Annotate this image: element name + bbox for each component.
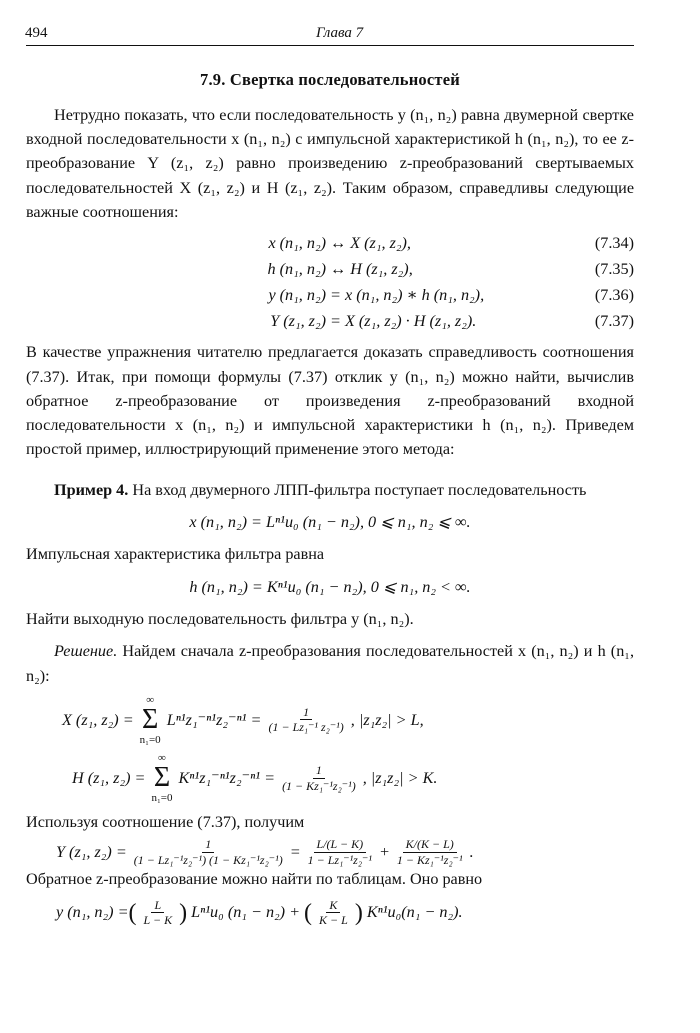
- fraction-denominator: 1 − Lz₁⁻¹z₂⁻¹: [307, 852, 372, 867]
- eq-rhs: ↔ H (z₁, z₂),: [330, 260, 413, 279]
- impulse-text: Импульсная характеристика фильтра равна: [26, 545, 325, 564]
- x-term: Lⁿ¹z₁⁻ⁿ¹z₂⁻ⁿ¹ =: [166, 710, 262, 729]
- page: [26, 18, 634, 931]
- equation-7-36: [26, 282, 634, 308]
- fraction-numerator: L: [151, 898, 164, 913]
- eq-lhs: y (n₁, n₂): [268, 286, 326, 305]
- h-transform-equation: [72, 752, 634, 804]
- eq-tag: (7.35): [594, 260, 634, 279]
- y-fraction-3: [394, 837, 466, 867]
- sum-sigma: [140, 694, 161, 746]
- section-title: 7.9. Свертка последовательностей: [200, 70, 460, 89]
- fraction-numerator: K: [326, 898, 340, 913]
- h-condition: , |z₁z₂| > K.: [362, 768, 438, 787]
- h-term: Kⁿ¹z₁⁻ⁿ¹z₂⁻ⁿ¹ =: [178, 768, 276, 787]
- eq-lhs: h (n₁, n₂): [267, 260, 326, 279]
- eq-lhs: Y (z₁, z₂): [270, 312, 326, 331]
- sum-lower: n₁=0: [151, 792, 173, 805]
- eq-tag: (7.36): [594, 286, 634, 305]
- sum-lower: n₁=0: [139, 733, 161, 746]
- example-label: Пример 4.: [54, 480, 129, 499]
- page-header: [26, 18, 634, 44]
- h-fraction: [279, 763, 359, 793]
- fraction-denominator: K − L: [319, 913, 348, 928]
- period: .: [469, 843, 474, 862]
- y-sequence-equation: [56, 895, 634, 931]
- equations-block: [26, 230, 634, 334]
- y-transform-equation: [56, 837, 634, 867]
- fraction-denominator: L − K: [143, 913, 173, 928]
- fraction-numerator: 1: [202, 837, 214, 852]
- fraction-numerator: 1: [313, 763, 325, 778]
- sum-upper: ∞: [146, 693, 155, 706]
- y-term-1: Lⁿ¹u₀ (n₁ − n₂) +: [191, 903, 301, 922]
- plus-sign: +: [378, 843, 390, 862]
- solution-label: Решение.: [54, 642, 118, 661]
- y-fraction-1: [131, 837, 286, 867]
- left-paren: (: [304, 899, 313, 926]
- sum-sigma: [151, 752, 172, 804]
- h-lhs: H (z₁, z₂) =: [72, 768, 146, 787]
- x-lhs: X (z₁, z₂) =: [62, 710, 134, 729]
- paragraph-2: В качестве упражнения читателю предлагается доказать справедливость соотношения (7.37). Итак, при помощи формулы (7.37) отклик y (n₁, n₂) можно найти, вычислив обратное z-преобразование от произведения z-преобразований входной последовательности x (n₁, n₂) и импульсной характеристики h (n₁, n₂). Приведем простой пример, иллюстрирующий применение этого метода:: [26, 343, 634, 459]
- page-number: 494: [25, 25, 48, 41]
- coef-2-fraction: [316, 898, 351, 928]
- fraction-denominator: (1 − Lz₁⁻¹z₂⁻¹) (1 − Kz₁⁻¹z₂⁻¹): [133, 852, 283, 867]
- eq-tag: (7.37): [594, 312, 634, 331]
- fraction-numerator: L/(L − K): [314, 837, 367, 852]
- header-rule: [26, 45, 634, 46]
- equation-7-35: [26, 256, 634, 282]
- left-paren: (: [128, 899, 137, 926]
- example-text: На вход двумерного ЛПП-фильтра поступает последовательность: [128, 480, 587, 499]
- coef-1-fraction: [141, 898, 176, 928]
- paragraph-1: Нетрудно показать, что если последовательность y (n₁, n₂) равна двумерной свертке входной последовательности x (n₁, n₂) с импульсной характеристикой h (n₁, n₂), то ее z-преобразование Y (z₁, z₂) равно произведению z-преобразований свертываемых последовательностей X (z₁, z₂) и H (z₁, z₂). Таким образом, справедливы следующие важные соотношения:: [26, 105, 634, 221]
- inverse-text: Обратное z-преобразование можно найти по таблицам. Оно равно: [26, 870, 483, 889]
- eq-rhs: = x (n₁, n₂) ∗ h (n₁, n₂),: [330, 286, 485, 305]
- eq-tag: (7.34): [594, 234, 634, 253]
- eq-rhs: = X (z₁, z₂) · H (z₁, z₂).: [330, 312, 477, 331]
- solution-text: Найдем сначала z-преобразования последовательностей x (n₁, n₂) и h (n₁, n₂):: [26, 642, 634, 685]
- impulse-equation: h (n₁, n₂) = Kⁿ¹u₀ (n₁ − n₂), 0 ⩽ n₁, n₂ < ∞.: [189, 577, 471, 596]
- eq-rhs: ↔ X (z₁, z₂),: [330, 234, 411, 253]
- input-equation: x (n₁, n₂) = Lⁿ¹u₀ (n₁ − n₂), 0 ⩽ n₁, n₂ ⩽ ∞.: [189, 513, 471, 532]
- sigma-icon: Σ: [142, 703, 159, 735]
- chapter-title: Глава 7: [316, 25, 364, 41]
- equation-7-34: [26, 230, 634, 256]
- y-term-2: Kⁿ¹u₀(n₁ − n₂).: [366, 903, 463, 922]
- x-transform-equation: [62, 694, 634, 746]
- example-paragraph: [26, 478, 634, 502]
- right-paren: ): [179, 899, 188, 926]
- y-seq-lhs: y (n₁, n₂) =: [56, 903, 129, 922]
- fraction-denominator: 1 − Kz₁⁻¹z₂⁻¹: [396, 852, 463, 867]
- y-fraction-2: [305, 837, 375, 867]
- equals-sign: =: [289, 843, 301, 862]
- sum-upper: ∞: [158, 751, 166, 764]
- task-text: Найти выходную последовательность фильтра y (n₁, n₂).: [26, 609, 414, 628]
- fraction-numerator: 1: [300, 705, 312, 720]
- fraction-denominator: (1 − Lz₁⁻¹ z₂⁻¹): [268, 720, 344, 735]
- x-fraction: [265, 705, 346, 735]
- solution-paragraph: [26, 639, 634, 688]
- y-lhs: Y (z₁, z₂) =: [56, 843, 127, 862]
- equation-7-37: [26, 308, 634, 334]
- x-condition: , |z₁z₂| > L,: [350, 710, 424, 729]
- right-paren: ): [354, 899, 363, 926]
- using-text: Используя соотношение (7.37), получим: [26, 813, 305, 832]
- fraction-denominator: (1 − Kz₁⁻¹z₂⁻¹): [282, 778, 356, 793]
- sigma-icon: Σ: [153, 762, 171, 794]
- fraction-numerator: K/(K − L): [403, 837, 457, 852]
- eq-lhs: x (n₁, n₂): [268, 234, 326, 253]
